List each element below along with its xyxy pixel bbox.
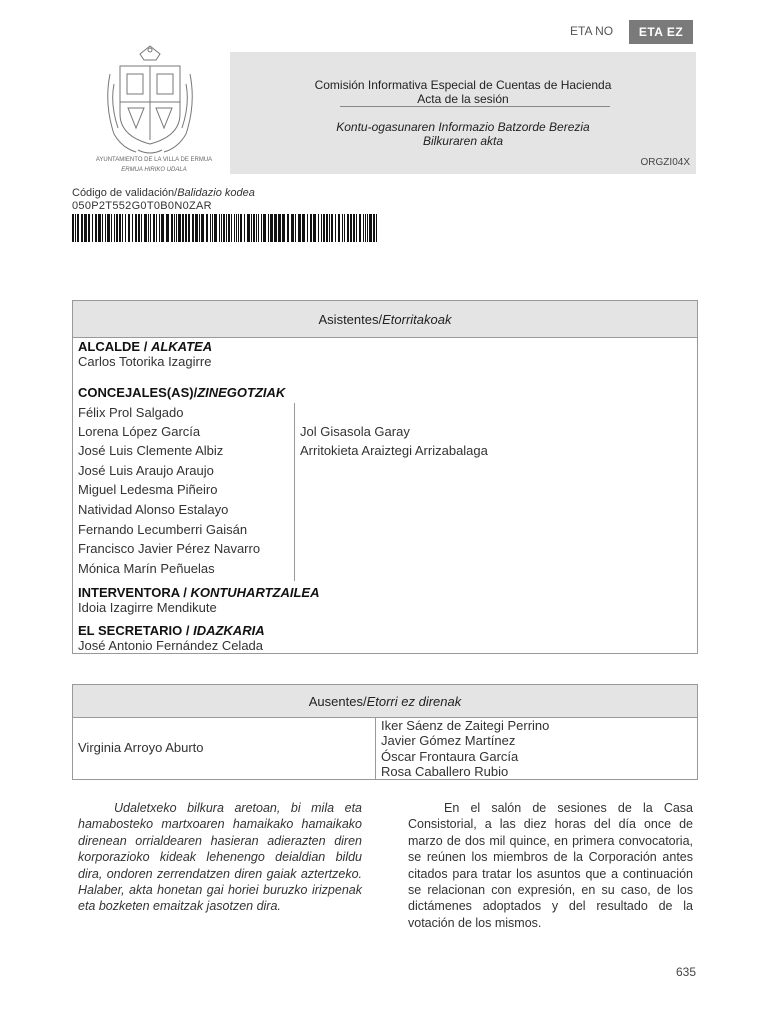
session-intro-es: En el salón de sesiones de la Casa Consistorial, a las diez horas del día once de marzo de dos mil quince, en primera convocatoria, se reúnen los miembros de la Corporación antes citados para tratar los asuntos que a continuación se relacionan con expresión, en su caso, de los dictámenes adoptados y del resultado de la votación de los mismos. (408, 801, 693, 930)
absentee-name: Rosa Caballero Rubio (381, 764, 509, 779)
absentee-name: Óscar Frontaura García (381, 749, 519, 764)
attendees-title: Asistentes/Etorritakoak (73, 301, 697, 338)
coat-of-arms-icon (100, 44, 200, 156)
absentees-title: Ausentes/Etorri ez direnak (73, 685, 697, 718)
councillor-name: Félix Prol Salgado (78, 405, 184, 420)
secretary-name: José Antonio Fernández Celada (78, 638, 264, 653)
document-code: ORGZI04X (640, 157, 690, 168)
councillor-name: José Luis Araujo Araujo (78, 463, 214, 478)
councillors-label: CONCEJALES(AS)/ZINEGOTZIAK (78, 385, 286, 400)
councillor-name: Fernando Lecumberri Gaisán (78, 522, 248, 537)
validation-code: 050P2T552G0T0B0N0ZAR (72, 200, 212, 212)
header-title-es: Comisión Informativa Especial de Cuentas de Hacienda (314, 78, 612, 92)
header-title-eu: Kontu-ogasunaren Informazio Batzorde Berezia (336, 120, 590, 134)
header-subtitle-eu: Bilkuraren akta (422, 134, 504, 148)
councillor-name: Jol Gisasola Garay (300, 424, 410, 439)
auditor-name: Idoia Izagirre Mendikute (78, 600, 217, 615)
absentee-name: Iker Sáenz de Zaitegi Perrino (381, 718, 550, 733)
councillor-name: Arritokieta Araiztegi Arrizabalaga (300, 443, 488, 458)
councillor-name: José Luis Clemente Albiz (78, 443, 224, 458)
validation-label: Código de validación/Balidazio kodea (72, 187, 255, 199)
councillor-name: Miguel Ledesma Piñeiro (78, 482, 218, 497)
header-subtitle-es: Acta de la sesión (417, 92, 509, 106)
flag-ez-badge: ETA EZ (629, 20, 693, 44)
page-number: 635 (675, 965, 696, 979)
councillor-name: Mónica Marín Peñuelas (78, 561, 215, 576)
absentee-name: Virginia Arroyo Aburto (78, 740, 204, 755)
auditor-label: INTERVENTORA / KONTUHARTZAILEA (78, 585, 320, 600)
councillor-name: Lorena López García (78, 424, 201, 439)
councillor-name: Natividad Alonso Estalayo (78, 502, 229, 517)
municipality-name-es: AYUNTAMIENTO DE LA VILLA DE ERMUA (95, 157, 213, 163)
absentees-table (72, 684, 698, 780)
secretary-label: EL SECRETARIO / IDAZKARIA (78, 623, 265, 638)
session-intro-eu: Udaletxeko bilkura aretoan, bi mila eta hamabosteko martxoaren hamaikako hamaikako direnean orrialdearen hasieran adierazten diren korporazioko kideak lehenengo deialdian bildu dira, ondoren zerrendatzen diren gaiak aztertzeko. Halaber, akta honetan gai horiei buruzko irizpenak eta bozketen emaitzak jasotzen dira. (78, 801, 362, 914)
mayor-name: Carlos Totorika Izagirre (78, 354, 212, 369)
document-header (230, 52, 696, 174)
municipality-name-eu: ERMUA HIRIKO UDALA (121, 167, 187, 173)
barcode (72, 214, 380, 242)
attendees-table (72, 300, 698, 654)
flag-no: ETA NO (570, 24, 614, 38)
mayor-label: ALCALDE / ALKATEA (78, 339, 213, 354)
absentee-name: Javier Gómez Martínez (381, 733, 516, 748)
councillor-name: Francisco Javier Pérez Navarro (78, 541, 261, 556)
